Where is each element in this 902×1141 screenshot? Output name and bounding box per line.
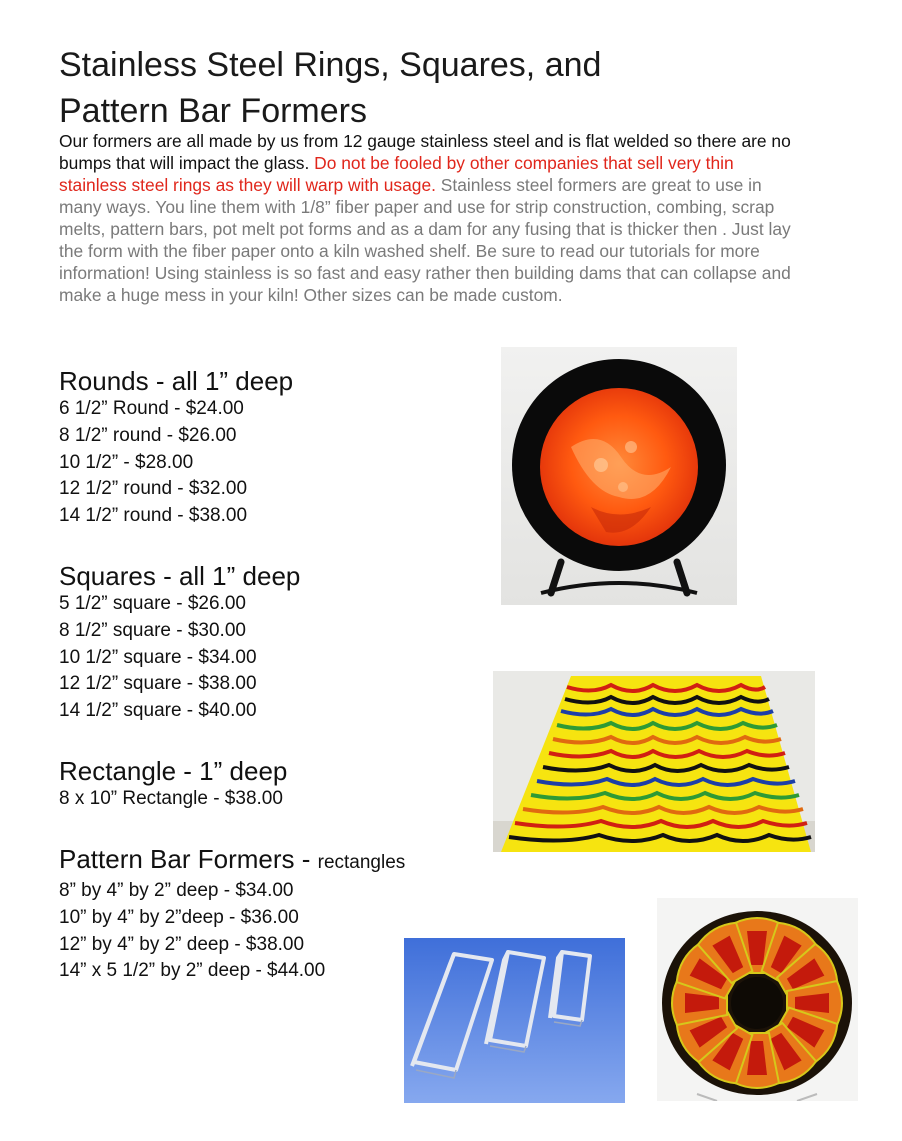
price-item: 8” by 4” by 2” deep - $34.00: [59, 880, 294, 901]
price-item: 14” x 5 1/2” by 2” deep - $44.00: [59, 960, 326, 982]
rectangle-price-list: [59, 786, 287, 813]
price-item: 12 1/2” square - $38.00: [59, 673, 257, 695]
pattern-bar-formers-image: [404, 938, 625, 1103]
price-item: 8 x 10” Rectangle - $38.00: [59, 788, 283, 809]
rounds-price-list: [59, 396, 293, 530]
sunburst-plate-image: [657, 898, 858, 1101]
combed-glass-photo: [493, 671, 815, 852]
orange-plate-photo: [501, 347, 737, 605]
page-title: [59, 42, 759, 134]
intro-text: Our formers are all made by us from 12 gauge stainless steel and is flat welded so there are no bumps that will impact the glass.: [59, 131, 791, 173]
intro-warning-text: Do not be fooled by other companies that sell very thin stainless steel rings as they will warp with usage.: [59, 153, 734, 195]
combed-glass-image: [493, 671, 815, 852]
price-item: 12” by 4” by 2” deep - $38.00: [59, 933, 305, 955]
price-item: 8 1/2” square - $30.00: [59, 619, 246, 641]
price-item: 12 1/2” round - $32.00: [59, 478, 248, 500]
title-line-2: Pattern Bar Formers: [59, 92, 367, 130]
price-item: 14 1/2” round - $38.00: [59, 505, 248, 527]
title-line-1: Stainless Steel Rings, Squares, and: [59, 46, 602, 84]
pattern-bar-formers-photo: [404, 938, 625, 1103]
intro-details-text: Stainless steel formers are great to use in many ways. You line them with 1/8” fiber paper and use for strip construction, combing, scrap melts, pattern bars, pot melt pot forms and as a dam for any fusing that is thicker then . Just lay the form with the fiber paper onto a kiln washed shelf. Be sure to read our tutorials for more information! Using stainless is so fast and easy rather then building dams that can collapse and make a huge mess in your kiln! Other sizes can be made custom.: [59, 175, 791, 305]
price-item: 10 1/2” square - $34.00: [59, 646, 257, 668]
squares-price-list: [59, 591, 300, 725]
pattern-bars-heading-sub: rectangles: [317, 852, 406, 873]
sunburst-plate-photo: [657, 898, 858, 1101]
orange-plate-image: [501, 347, 737, 605]
pattern-bars-heading-main: Pattern Bar Formers -: [59, 844, 318, 874]
intro-paragraph: [59, 130, 799, 306]
price-item: 10 1/2” - $28.00: [59, 451, 194, 473]
price-item: 10” by 4” by 2”deep - $36.00: [59, 906, 299, 928]
rounds-heading: Rounds - all 1” deep: [59, 366, 294, 396]
pattern-bars-heading: [59, 844, 405, 878]
price-item: 8 1/2” round - $26.00: [59, 424, 237, 446]
rectangle-heading: Rectangle - 1” deep: [59, 756, 288, 786]
price-item: 6 1/2” Round - $24.00: [59, 398, 244, 419]
rectangle-section: [59, 756, 287, 813]
price-item: 14 1/2” square - $40.00: [59, 700, 257, 722]
rounds-section: [59, 366, 293, 530]
pattern-bars-price-list: [59, 878, 405, 985]
price-item: 5 1/2” square - $26.00: [59, 593, 246, 614]
pattern-bars-section: [59, 844, 405, 985]
squares-heading: Squares - all 1” deep: [59, 561, 301, 591]
squares-section: [59, 561, 300, 725]
